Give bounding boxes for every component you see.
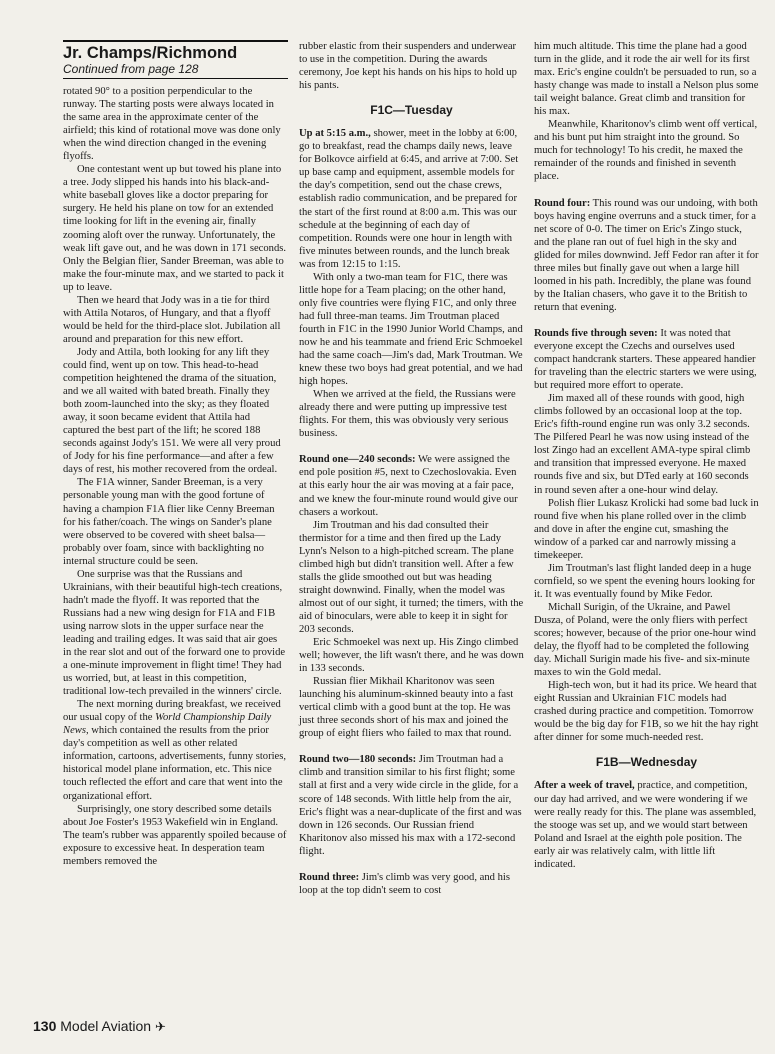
paragraph: One surprise was that the Russians and Ukrainians, with their beautiful high-tech creations, hadn't made the flyoff. It was reported that the Russians had a new wing design for F1A and F1B using narrow slots in the upper surface near the leading and trailing edges. It was said that air goes in the rear slot and out of the forward one to provide a one-minute improvement in flight time! They had us worried, but, at least in this competition, traditional low-tech prevailed in the winners' circle. — [63, 568, 286, 698]
text-run: Jim's climb was very good, and his loop at the top didn't seem to cost — [299, 871, 510, 896]
paragraph: Russian flier Mikhail Kharitonov was seen launching his aluminum-skinned beauty into a fast vertical climb with a good bunt at the top. He was just three seconds short of his max and joined the group of eight fliers who failed to max that round. — [299, 676, 514, 740]
article-title: Jr. Champs/Richmond — [63, 44, 238, 62]
text-run: shower, meet in the lobby at 6:00, go to breakfast, read the champs daily news, leave for Bolkovce airfield at 6:45, and arrive at 7:00. Set up base camp and equipment, assemble models for the day's competition, send out the chase crews, establish radio communication, and be prepared for the start of the first round at 8:00 a.m. This was our schedule at the beginning of each day of competition. Rounds were one hour in length with five minutes between rounds, and the lunch break was from 12:15 to 1:15. — [299, 128, 519, 270]
paragraph: Michall Surigin, of the Ukraine, and Pawel Dusza, of Poland, were the only fliers with perfect scores; however, because of the prior one-hour wind delay, the flyoff had to be completed the following day. Michall Surigin made his five- and six-minute maxes to win the Gold medal. — [534, 601, 756, 679]
paragraph: Meanwhile, Kharitonov's climb went off vertical, and his bunt put him straight into the ground. So much for technology! To his credit, he maxed the remainder of the rounds and finished in seventh place. — [534, 119, 758, 183]
column-1 — [63, 40, 288, 868]
text-run: We were assigned the end pole position #5, next to Czechoslovakia. Even at this early hour the air was moving at a fair pace, and we knew the four-minute round would give our chasers a workout. — [299, 454, 518, 518]
lead-in: After a week of travel, — [534, 780, 635, 792]
lead-in: Up at 5:15 a.m., — [299, 128, 371, 140]
page-footer — [33, 1018, 166, 1035]
text-run: It was noted that everyone except the Czechs and ourselves used compact handcrank starters. These appeared handier for traveling than the electric starters we were using, but required more effort to operate. — [534, 327, 757, 392]
section-heading: F1B—Wednesday — [595, 755, 698, 770]
text-run: which contained the results from the prior day's competition as well as other related information, cartoons, advertisements, funny stories, historical model plane information, etc. This nice touch reflected the effort and care that went into the organizational effort. — [63, 725, 287, 802]
paragraph — [299, 453, 524, 518]
lead-in: Rounds five through seven: — [534, 327, 658, 339]
paragraph: The F1A winner, Sander Breeman, is a very personable young man with the good fortune of having a champion F1A flier like Cenny Breeman for his father/coach. The wings on Sander's plane were observed to be covered with sheet balsa—probably over foam, since with backlighting no internal structure could be seen. — [63, 477, 275, 567]
paragraph: Surprisingly, one story described some details about Joe Foster's 1953 Wakefield win in England. The team's rubber was apparently spoiled because of exposure to excessive heat. In desperation team members removed the — [63, 803, 287, 867]
paragraph — [534, 327, 759, 392]
paragraph — [534, 779, 759, 870]
paragraph — [534, 197, 759, 314]
paragraph: Then we heard that Jody was in a tie for third with Attila Notaros, of Hungary, and that a flyoff would be held for the third-place slot. Jubilation all around and preparation for this new effort. — [63, 294, 281, 345]
paragraph: When we arrived at the field, the Russians were already there and were putting up impressive test flights. For them, this was obviously very serious business. — [299, 389, 516, 440]
lead-in: Round three: — [299, 871, 360, 883]
paragraph: Polish flier Lukasz Krolicki had some bad luck in round five when his plane rolled over in the climb and dove in after the engine cut, smashing the window of a parked car and narrowly missing a timekeeper. — [534, 497, 759, 561]
paragraph: Jim Troutman's last flight landed deep in a huge cornfield, so we spent the evening hours looking for it. It was eventually found by Mike Fedor. — [534, 562, 755, 600]
paragraph: High-tech won, but it had its price. We heard that eight Russian and Ukrainian F1C models had crashed during practice and competition. Tomorrow would be the big day for F1B, so we hit the hay right after dinner for some much-needed rest. — [534, 680, 759, 744]
paragraph: Eric Schmoekel was next up. His Zingo climbed well; however, the lift wasn't there, and he was down in 133 seconds. — [299, 637, 524, 675]
paragraph: him much altitude. This time the plane had a good turn in the glide, and it rode the air well for its first max. Eric's engine couldn't be persuaded to run, so a hasty change was made to install a Nelson plus some tail weight balance. Great climb and transition for his max. — [534, 41, 759, 118]
paragraph — [63, 698, 288, 802]
section-heading: F1C—Tuesday — [370, 103, 453, 118]
paragraph — [299, 753, 524, 857]
paragraph — [299, 871, 524, 897]
airplane-icon: ✈ — [154, 1019, 166, 1034]
paragraph — [299, 127, 524, 271]
paragraph: With only a two-man team for F1C, there was little hope for a Team placing; on the other hand, only five countries were flying F1C, and only three had full three-man teams. Jim Troutman placed fourth in F1C in the 1990 Junior World Champs, and now he and his teammate and friend Eric Schmoekel had the same coach—Jim's dad, Mark Troutman. We knew these two boys had great potential, and we had high hopes. — [299, 271, 523, 388]
column-3 — [534, 40, 759, 871]
paragraph: Jody and Attila, both looking for any lift they could find, went up on tow. This head-to-head competition heightened the drama of the situation, and we all waited with bated breath. Finally they both zoom-launched into the sky; as they floated away, it soon became evident that Attila had captured the best part of the lift; he scored 188 seconds against Jody's 151. We were all very proud of Jody for his fine performance—and after a few days of rest, his mother recovered from the ordeal. — [63, 346, 281, 476]
publication-title: World Championship Daily News, — [63, 712, 272, 737]
continuation-header — [63, 40, 288, 79]
lead-in: Round four: — [534, 197, 591, 209]
publication-name: Model Aviation — [60, 1018, 152, 1034]
lead-in: Round one—240 seconds: — [299, 454, 416, 466]
lead-in: Round two—180 seconds: — [299, 754, 417, 766]
continued-from: Continued from page 128 — [63, 62, 199, 76]
text-run: practice, and competition, our day had arrived, and we were wondering if we were really ready for this. The plane was assembled, the stooge was set up, and we would start between Poland and Israel at the eighth pole position. The early air was relatively calm, with little lift indicated. — [534, 780, 757, 870]
column-2 — [299, 40, 524, 897]
paragraph: One contestant went up but towed his plane into a tree. Jody slipped his hands into his black-and-white baseball gloves like a doctor preparing for surgery. He held his plane on tow for an extended time looking for lift in the evening air, finally zooming aloft over the runway. Unfortunately, the weak lift gave out, and he was down in 171 seconds. Only the Belgian flier, Sander Breeman, was able to make the four-minute max, and we started to pack it up to leave. — [63, 164, 287, 293]
paragraph: rotated 90° to a position perpendicular to the runway. The starting posts were always located in the same area in the approximate center of the airfield; this kind of rotational move was done only when the wind direction changed in the evening flyoffs. — [63, 86, 281, 163]
paragraph: Jim maxed all of these rounds with good, high climbs followed by an occasional loop at the top. Eric's fifth-round engine run was only 3.2 seconds. The Pilfered Pearl he was now using instead of the lost Zingo had an excellent AMA-type spiral climb and transition that impressed everyone. He maxed rounds five and six, but DTed early at 160 seconds in round seven after a one-hour wind delay. — [534, 393, 751, 496]
text-run: Jim Troutman had a climb and transition similar to his first flight; some stall at first and a very wide circle in the glide, for a score of 148 seconds. With little help from the air, Eric's flight was a near-duplicate of the first and was down in 126 seconds. Our Russian friend Kharitonov also missed his max with a 172-second flight. — [299, 754, 522, 857]
paragraph: Jim Troutman and his dad consulted their thermistor for a time and then fired up the Lady Lynn's Nelson to a high-pitched scream. The plane climbed high but didn't transition well. After a few stalls the glide smoothed out but was heading straight downwind. Finally, when the model was almost out of our sight, it turned; the timers, with the aid of binoculars, were able to keep it in sight for 203 seconds. — [299, 519, 524, 635]
text-run: This round was our undoing, with both boys having engine overruns and a stuck timer, for a net score of 0-0. The timer on Eric's Zingo stuck, and the plane ran out of fuel high in the sky and glided for miles downwind. Jeff Fedor ran after it for three miles but finally gave out when a large hill loomed in his path. Incredibly, the plane was found by the Italian chasers, who gave it to the British to return that evening. — [534, 197, 759, 313]
page-number: 130 — [33, 1018, 57, 1034]
paragraph: rubber elastic from their suspenders and underwear to use in the competition. During the awards ceremony, Joe kept his hands on his hips to hold up his pants. — [299, 41, 517, 92]
text-run: The next morning during breakfast, we received our usual copy of the — [63, 699, 281, 724]
